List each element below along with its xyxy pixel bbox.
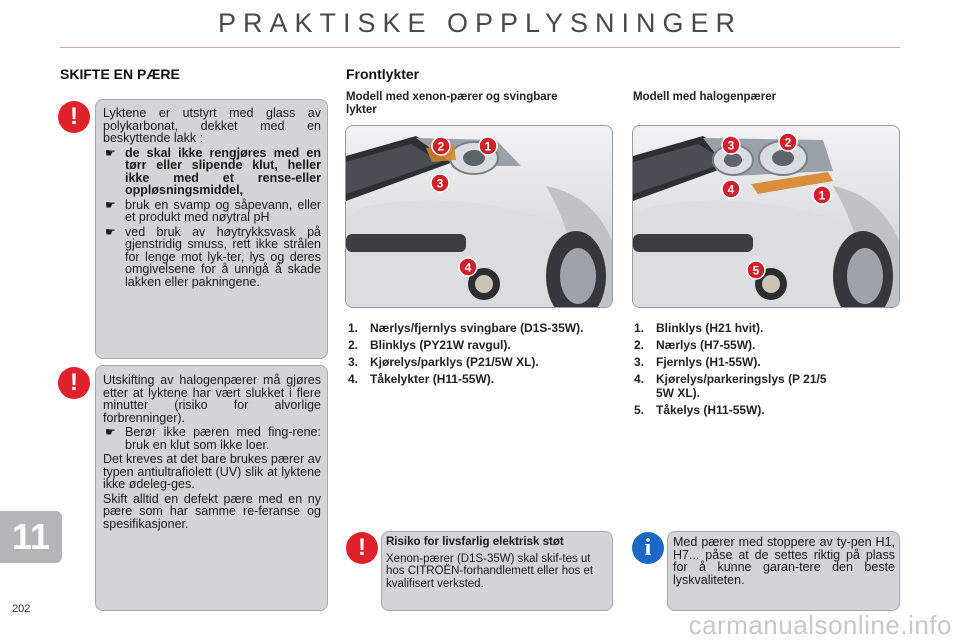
svg-text:1: 1 (484, 139, 492, 154)
svg-text:4: 4 (727, 182, 735, 197)
header-divider (60, 47, 900, 48)
info-box-text: Med pærer med stoppere av ty-pen H1, H7... påse at de settes riktig på plass for å kunne garan-tere den beste lyskvaliteten. (673, 535, 895, 587)
list-item: 4. Tåkelykter (H11-55W). (348, 372, 495, 386)
halogen-warning-intro: Utskifting av halogenpærer må gjøres etter at lyktene har vært slukket i flere minutter (risiko for alvorlige forbrenninger). (103, 373, 321, 425)
pointing-hand-icon: ☛ (105, 425, 116, 439)
glass-warning-intro: Lyktene er utstyrt med glass av polykarbonat, dekket med en beskyttende lakk : (103, 106, 321, 145)
xenon-model-heading: Modell med xenon-pærer og svingbare lykter (346, 91, 558, 116)
list-item: ☛ bruk en svamp og såpevann, eller et produkt med nøytral pH (105, 197, 321, 224)
callout-xenon-3 (431, 174, 449, 192)
watermark: carmanualsonline.info (688, 610, 952, 640)
callout-xenon-2 (432, 137, 450, 155)
callout-xenon-1 (479, 137, 497, 155)
svg-text:2: 2 (437, 139, 445, 154)
electric-shock-warning-title: Risiko for livsfarlig elektrisk støt (386, 536, 564, 548)
list-item: 1. Blinklys (H21 hvit). (634, 321, 764, 335)
callout-halogen-5 (747, 261, 765, 279)
info-icon: i (632, 532, 664, 564)
warning-icon: ! (346, 532, 378, 564)
replace-note: Skift alltid en defekt pære med en ny pære som har samme re-feranse og spesifikasjoner. (103, 491, 321, 531)
xenon-callouts (345, 125, 613, 308)
list-item: 2. Nærlys (H7-55W). (634, 338, 756, 352)
frontlights-title: Frontlykter (346, 66, 420, 82)
list-item: 4. Kjørelys/parkeringslys (P 21/5 5W XL). (634, 372, 827, 400)
uv-note: Det kreves at det bare brukes pærer av typen antiultrafiolett (UV) slik at lyktene ikke ødeleg-ges. (103, 452, 321, 491)
halogen-legend (634, 321, 844, 420)
svg-text:4: 4 (464, 260, 472, 275)
svg-text:5: 5 (752, 263, 760, 278)
list-item: 2. Blinklys (PY21W ravgul). (348, 338, 511, 352)
list-item: ☛ de skal ikke rengjøres med en tørr eller slipende klut, heller ikke med et rense-eller oppløsningsmiddel, (105, 145, 321, 197)
halogen-model-heading: Modell med halogenpærer (633, 91, 777, 103)
callout-halogen-1 (813, 186, 831, 204)
halogen-warning-text (103, 374, 321, 532)
section-title: SKIFTE EN PÆRE (60, 66, 180, 82)
pointing-hand-icon: ☛ (105, 197, 116, 212)
pointing-hand-icon: ☛ (105, 224, 116, 239)
list-item: 5. Tåkelys (H11-55W). (634, 403, 765, 417)
list-item: ☛ Berør ikke pæren med fing-rene: bruk en klut som ikke loer. (105, 425, 321, 452)
callout-halogen-3 (722, 136, 740, 154)
svg-text:3: 3 (727, 138, 735, 153)
page-number: 202 (12, 603, 31, 615)
page-header-title: PRAKTISKE OPPLYSNINGER (217, 8, 743, 38)
warning-icon: ! (58, 367, 90, 399)
list-item: ☛ ved bruk av høytrykksvask på gjenstridig smuss, rett ikke strålen for lenge mot lyk-ter, lys og deres omgivelsene for å unngå å skade lakken eller pakningene. (105, 224, 321, 289)
callout-halogen-4 (722, 180, 740, 198)
chapter-tab: 11 (0, 511, 62, 563)
list-item: 3. Fjernlys (H1-55W). (634, 355, 761, 369)
electric-shock-warning-text (386, 536, 608, 592)
xenon-legend (348, 321, 598, 389)
glass-warning-text (103, 107, 321, 290)
svg-text:2: 2 (784, 135, 792, 150)
svg-text:3: 3 (436, 176, 444, 191)
halogen-callouts (632, 125, 900, 308)
electric-shock-warning-body: Xenon-pærer (D1S-35W) skal skif-tes ut hos CITROËN-forhandlemett eller hos et kvalifisert verksted. (386, 552, 594, 590)
list-item: 3. Kjørelys/parklys (P21/5W XL). (348, 355, 539, 369)
warning-icon: ! (58, 101, 90, 133)
callout-xenon-4 (459, 258, 477, 276)
svg-text:1: 1 (818, 188, 826, 203)
callout-halogen-2 (779, 133, 797, 151)
pointing-hand-icon: ☛ (105, 145, 116, 160)
list-item: 1. Nærlys/fjernlys svingbare (D1S-35W). (348, 321, 584, 335)
